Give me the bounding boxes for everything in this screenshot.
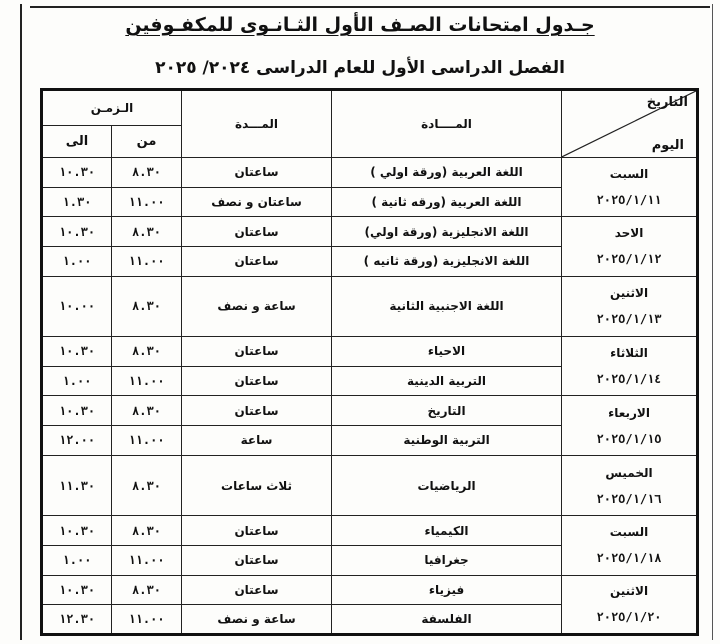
day-date-cell [562,455,698,515]
top-border [30,0,710,8]
time-from-cell: ٨.٣٠ [112,396,182,426]
duration-cell: ساعتان [182,366,332,396]
exam-schedule-table [40,88,699,636]
exam-date: ٢٠٢٥/١/١٨ [596,551,662,566]
header-row [42,90,698,126]
subject-cell: اللغة الانجليزية (ورقة ثانيه ) [332,246,562,276]
time-to-cell: ١٢.٣٠ [42,605,112,635]
time-to-cell: ١٠.٣٠ [42,396,112,426]
day-name: الثلاثاء [610,346,648,361]
time-from-cell: ١١.٠٠ [112,366,182,396]
time-to-cell: ١.٠٠ [42,246,112,276]
duration-cell: ساعتان [182,545,332,575]
table-row [42,217,698,247]
subject-cell: جغرافيا [332,545,562,575]
day-date-cell [562,337,698,396]
time-to-cell: ١٠.٣٠ [42,575,112,605]
time-to-cell: ١٠.٣٠ [42,157,112,187]
subject-cell: اللغة الانجليزية (ورقة اولي) [332,217,562,247]
subject-cell: اللغة الاجنبية الثانية [332,276,562,336]
day-date-cell [562,217,698,276]
day-name: السبت [609,525,649,540]
day-date-cell [562,396,698,455]
duration-cell: ساعتان [182,575,332,605]
page-subtitle: الفصل الدراسى الأول للعام الدراسى ٢٠٢٤/ ٢٠٢٥ [155,58,565,78]
table-row [42,157,698,187]
subject-cell: فيزياء [332,575,562,605]
day-date-cell [562,276,698,336]
page-title: جـدول امتحانات الصـف الأول الثـانـوى للمكفـوفين [125,14,595,36]
exam-date: ٢٠٢٥/١/١٢ [596,252,662,267]
time-to-cell: ١.٠٠ [42,545,112,575]
time-from-cell: ١١.٠٠ [112,187,182,217]
time-from-cell: ٨.٣٠ [112,575,182,605]
subject-cell: اللغة العربية (ورقة اولي ) [332,157,562,187]
duration-cell: ساعتان و نصف [182,187,332,217]
header-from: من [112,126,182,158]
table-row [42,516,698,546]
time-to-cell: ١٠.٠٠ [42,276,112,336]
day-name: الاثنين [609,584,649,599]
time-from-cell: ١١.٠٠ [112,605,182,635]
header-date-day [562,90,698,158]
time-from-cell: ١١.٠٠ [112,426,182,456]
day-name: الاربعاء [608,405,650,420]
header-subject: المــــادة [332,90,562,158]
day-date-cell [562,575,698,634]
duration-cell: ساعة [182,426,332,456]
duration-cell: ساعتان [182,157,332,187]
day-date-cell [562,157,698,216]
time-from-cell: ٨.٣٠ [112,217,182,247]
time-to-cell: ١.٣٠ [42,187,112,217]
exam-date: ٢٠٢٥/١/١٥ [596,431,662,446]
day-date-cell [562,516,698,575]
time-from-cell: ٨.٣٠ [112,157,182,187]
exam-date: ٢٠٢٥/١/١١ [596,193,662,208]
table-row [42,337,698,367]
header-day: اليوم [651,137,685,153]
subject-cell: التربية الوطنية [332,426,562,456]
table-row [42,575,698,605]
subject-cell: اللغة العربية (ورقه ثانية ) [332,187,562,217]
subject-cell: الفلسفة [332,605,562,635]
subject-cell: التربية الدينية [332,366,562,396]
day-name: السبت [609,167,649,182]
exam-date: ٢٠٢٥/١/١٣ [596,312,662,327]
header-date: التاريخ [646,95,689,110]
duration-cell: ساعتان [182,246,332,276]
duration-cell: ساعة و نصف [182,276,332,336]
exam-date: ٢٠٢٥/١/١٦ [596,491,662,506]
time-to-cell: ١٢.٠٠ [42,426,112,456]
time-to-cell: ١.٠٠ [42,366,112,396]
day-name: الاحد [614,226,644,241]
time-to-cell: ١٠.٣٠ [42,516,112,546]
duration-cell: ساعتان [182,337,332,367]
duration-cell: ساعتان [182,396,332,426]
exam-date: ٢٠٢٥/١/٢٠ [596,610,662,625]
duration-cell: ساعة و نصف [182,605,332,635]
table-row [42,455,698,515]
time-from-cell: ١١.٠٠ [112,545,182,575]
table-row [42,276,698,336]
time-from-cell: ١١.٠٠ [112,246,182,276]
exam-date: ٢٠٢٥/١/١٤ [596,372,662,387]
subject-cell: الرياضيات [332,455,562,515]
duration-cell: ثلاث ساعات [182,455,332,515]
header-to: الى [42,126,112,158]
duration-cell: ساعتان [182,516,332,546]
time-from-cell: ٨.٣٠ [112,276,182,336]
subject-cell: الاحياء [332,337,562,367]
time-to-cell: ١٠.٣٠ [42,217,112,247]
subject-cell: الكيمياء [332,516,562,546]
time-to-cell: ١٠.٣٠ [42,337,112,367]
day-name: الخميس [605,465,653,480]
time-from-cell: ٨.٣٠ [112,455,182,515]
duration-cell: ساعتان [182,217,332,247]
time-from-cell: ٨.٣٠ [112,337,182,367]
time-to-cell: ١١.٣٠ [42,455,112,515]
subject-cell: التاريخ [332,396,562,426]
table-row [42,396,698,426]
time-from-cell: ٨.٣٠ [112,516,182,546]
header-time: الـزمـن [42,90,182,126]
header-duration: المـــدة [182,90,332,158]
day-name: الاثنين [609,286,649,301]
